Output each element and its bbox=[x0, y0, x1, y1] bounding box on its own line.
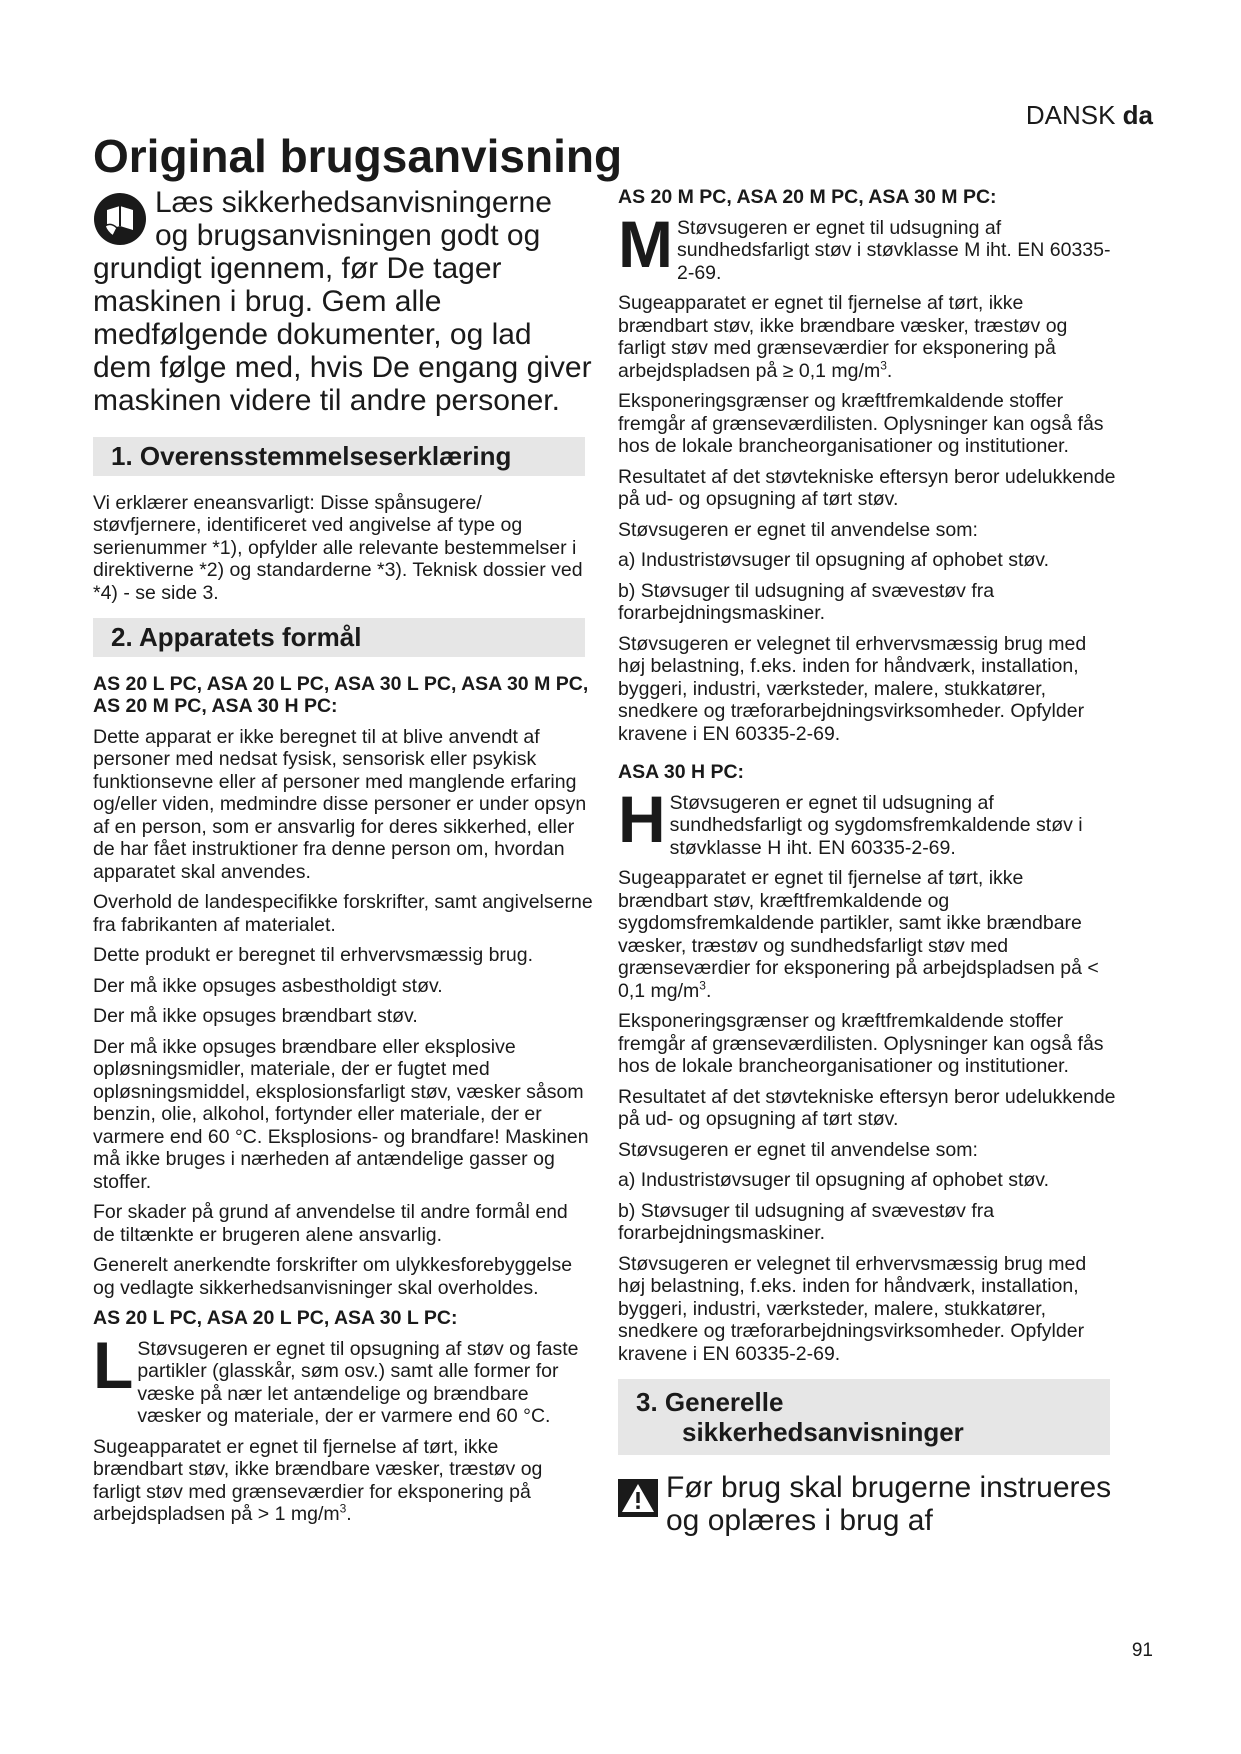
page-number: 91 bbox=[1131, 1640, 1153, 1661]
paragraph: a) Industristøvsuger til opsugning af ophobet støv. bbox=[618, 1169, 1050, 1191]
models-h-heading: ASA 30 H PC: bbox=[618, 761, 745, 783]
paragraph: Dette apparat er ikke beregnet til at blive anvendt af personer med nedsat fysisk, sensorisk eller psykisk funktionsevne eller af personer med manglende erfaring og/eller viden, medmindre disse personer er under opsyn af en person, som er ansvarlig for deres sikkerhed, eller de har fået instruktioner fra denne person om, hvordan apparatet skal anvendes. bbox=[93, 725, 587, 883]
paragraph: Eksponeringsgrænser og kræftfremkaldende stoffer fremgår af grænseværdilisten. Oplysninger kan også fås hos de lokale brancheorganisationer og institutioner. bbox=[618, 1010, 1104, 1077]
paragraph: Resultatet af det støvtekniske eftersyn beror udelukkende på ud- og opsugning af tørt støv. bbox=[618, 465, 1116, 510]
section-1-heading: 1. Overensstemmelseserklæring bbox=[93, 437, 585, 476]
paragraph: For skader på grund af anvendelse til andre formål end de tiltænkte er brugeren alene ansvarlig. bbox=[93, 1201, 568, 1246]
paragraph: Støvsugeren er velegnet til erhvervsmæssig brug med høj belastning, f.eks. inden for håndværk, installation, byggeri, industri, værksteder, malere, stukkatører, snedkere og træforarbejdningsvirksomheder. Opfylder kravene i EN 60335-2-69. bbox=[618, 632, 1087, 745]
intro-paragraph: Læs sikkerhedsanvisningerne og brugsanvisningen godt og grundigt igennem, før De tager maskinen i brug. Gem alle medfølgende dokumenter, og lad dem følge med, hvis De engang giver maskinen videre til andre personer. bbox=[93, 186, 592, 417]
dust-class-m bbox=[618, 206, 1118, 293]
language-label: DANSK da bbox=[1025, 100, 1153, 130]
paragraph: Støvsugeren er egnet til anvendelse som: bbox=[618, 1138, 978, 1161]
dust-class-m-text: Støvsugeren er egnet til udsugning af sundhedsfarligt støv i støvklasse M iht. EN 60335-2-69. bbox=[676, 216, 1111, 284]
models-m-heading: AS 20 M PC, ASA 20 M PC, ASA 30 M PC: bbox=[618, 186, 997, 208]
paragraph: Der må ikke opsuges asbestholdigt støv. bbox=[93, 974, 443, 997]
page-title: Original brugsanvisning bbox=[93, 130, 623, 182]
models-l-heading: AS 20 L PC, ASA 20 L PC, ASA 30 L PC: bbox=[93, 1307, 458, 1329]
dust-class-l bbox=[93, 1327, 593, 1436]
left-column bbox=[93, 186, 593, 1534]
declaration-text: Vi erklærer eneansvarligt: Disse spånsugere/ støvfjernere, identificeret ved angivelse af type og serienummer *1), opfylder alle relevante bestemmelser i direktiverne *2) og standarderne *3). Teknisk dossier ved *4) - se side 3. bbox=[93, 491, 583, 604]
section-3-heading: 3. Generelle sikkerhedsanvisninger bbox=[618, 1379, 1110, 1455]
right-column bbox=[618, 186, 1118, 1537]
paragraph: b) Støvsuger til udsugning af svævestøv fra forarbejdningsmaskiner. bbox=[618, 1199, 995, 1244]
paragraph: Resultatet af det støvtekniske eftersyn beror udelukkende på ud- og opsugning af tørt støv. bbox=[618, 1085, 1116, 1130]
paragraph: Sugeapparatet er egnet til fjernelse af tørt, ikke brændbart støv, ikke brændbare væsker, træstøv og farligt støv med grænseværdier for eksponering på arbejdspladsen på ≥ 0,1 $mg/m^3$. bbox=[618, 292, 1068, 382]
paragraph: Støvsugeren er egnet til anvendelse som: bbox=[618, 518, 978, 541]
dust-class-h-icon: H bbox=[618, 781, 666, 856]
section-2-heading: 2. Apparatets formål bbox=[93, 618, 585, 657]
paragraph: b) Støvsuger til udsugning af svævestøv fra forarbejdningsmaskiner. bbox=[618, 579, 995, 624]
dust-class-h-text: Støvsugeren er egnet til udsugning af sundhedsfarligt og sygdomsfremkaldende støv i støvklasse H iht. EN 60335-2-69. bbox=[669, 791, 1083, 859]
warning-block: Før brug skal brugerne instrueres og oplæres i brug af bbox=[618, 1471, 1118, 1537]
paragraph: Eksponeringsgrænser og kræftfremkaldende stoffer fremgår af grænseværdilisten. Oplysninger kan også fås hos de lokale brancheorganisationer og institutioner. bbox=[618, 390, 1104, 457]
paragraph: Sugeapparatet er egnet til fjernelse af tørt, ikke brændbart støv, kræftfremkaldende og sygdomsfremkaldende partikler, samt ikke brændbare væsker, træstøv og sundhedsfarligt støv med grænseværdier for eksponering på arbejdspladsen på < 0,1 $mg/m^3$. bbox=[618, 867, 1099, 1002]
warning-icon bbox=[618, 1479, 658, 1517]
paragraph: Sugeapparatet er egnet til fjernelse af tørt, ikke brændbart støv, ikke brændbare væsker, træstøv og farligt støv med grænseværdier for eksponering på arbejdspladsen på > 1 $mg/m^3$. bbox=[93, 1435, 543, 1525]
paragraph: Der må ikke opsuges brændbare eller eksplosive opløsningsmidler, materiale, der er fugtet med opløsningsmiddel, eksplosionsfarligt støv, væsker såsom benzin, olie, alkohol, fortynder eller materiale, der er varmere end 60 °C. Eksplosions- og brandfare! Maskinen må ikke bruges i nærheden af antændelige gasser og stoffer. bbox=[93, 1035, 589, 1193]
dust-class-l-text: Støvsugeren er egnet til opsugning af støv og faste partikler (glasskår, søm osv.) samt alle former for væske på nær let antændelige og brændbare væsker og materiale, der er varmere end 60 °C. bbox=[137, 1337, 579, 1427]
models-all-heading: AS 20 L PC, ASA 20 L PC, ASA 30 L PC, ASA 30 M PC, AS 20 M PC, ASA 30 H PC: bbox=[93, 672, 589, 717]
dust-class-h bbox=[618, 781, 1118, 868]
dust-class-m-icon: M bbox=[618, 206, 673, 281]
dust-class-l-icon: L bbox=[93, 1327, 134, 1402]
paragraph: Der må ikke opsuges brændbart støv. bbox=[93, 1005, 418, 1027]
paragraph: Generelt anerkendte forskrifter om ulykkesforebyggelse og vedlagte sikkerhedsanvisninger skal overholdes. bbox=[93, 1254, 573, 1299]
read-manual-icon bbox=[93, 192, 147, 246]
paragraph: a) Industristøvsuger til opsugning af ophobet støv. bbox=[618, 549, 1050, 571]
paragraph: Overhold de landespecifikke forskrifter, samt angivelserne fra fabrikanten af materialet. bbox=[93, 891, 593, 936]
paragraph: Støvsugeren er velegnet til erhvervsmæssig brug med høj belastning, f.eks. inden for håndværk, installation, byggeri, industri, værksteder, malere, stukkatører, snedkere og træforarbejdningsvirksomheder. Opfylder kravene i EN 60335-2-69. bbox=[618, 1252, 1087, 1365]
paragraph: Dette produkt er beregnet til erhvervsmæssig brug. bbox=[93, 944, 534, 966]
